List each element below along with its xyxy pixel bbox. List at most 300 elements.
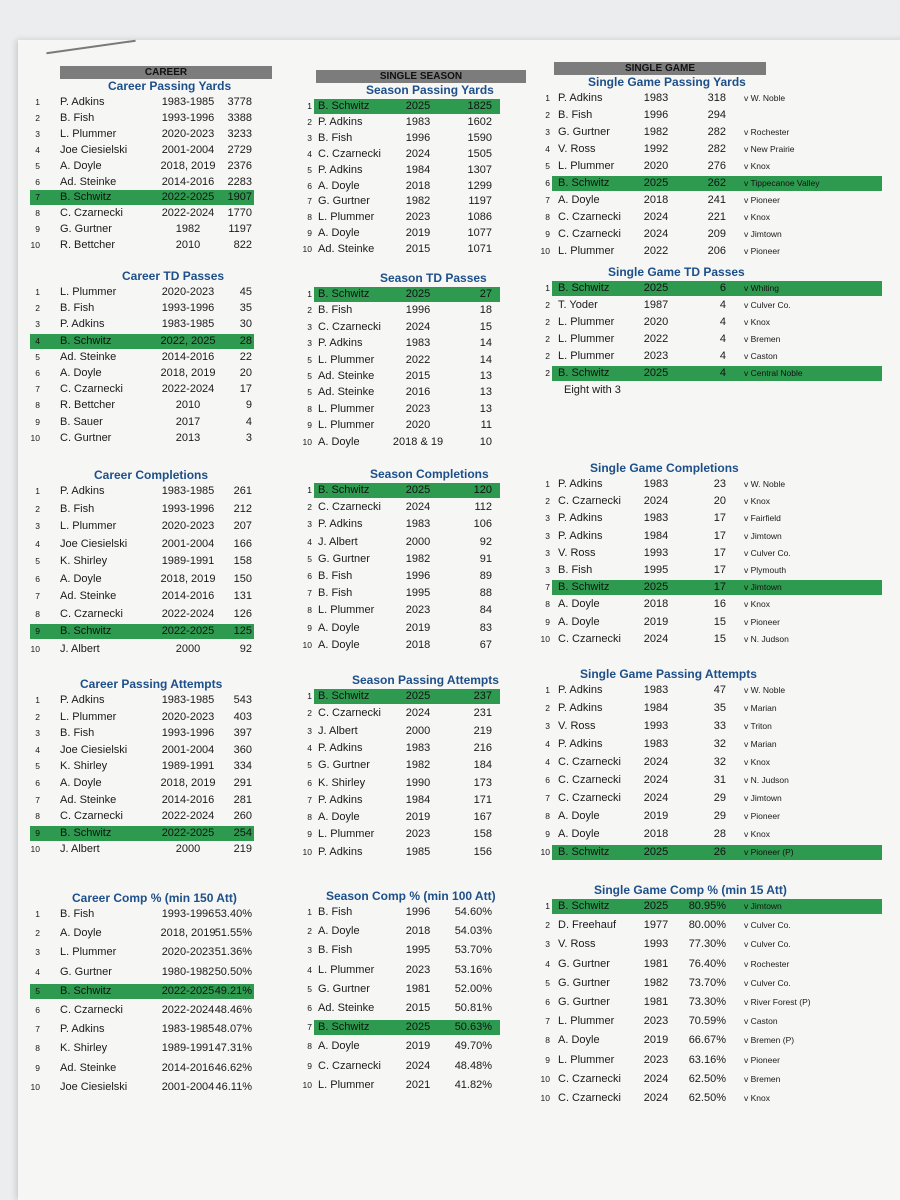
rank-number: 10 xyxy=(540,246,550,256)
opponent: v Pioneer xyxy=(744,1054,780,1065)
record-row xyxy=(538,528,878,544)
player-name: P. Adkins xyxy=(558,738,603,750)
rank-number: 10 xyxy=(302,244,312,255)
player-name: C. Czarnecki xyxy=(558,1092,621,1104)
year-range: 2024 xyxy=(643,632,669,645)
record-row xyxy=(28,1060,278,1076)
record-row xyxy=(538,314,878,330)
stat-value: 47 xyxy=(713,684,726,696)
stat-value: 1299 xyxy=(467,179,492,192)
year-range: 2024 xyxy=(643,1072,669,1085)
rank-number: 4 xyxy=(35,744,40,755)
stat-value: 20 xyxy=(239,367,252,379)
year-range: 2020 xyxy=(643,160,669,172)
year-range: 1993 xyxy=(643,938,669,951)
record-row xyxy=(28,808,278,824)
stat-value: 131 xyxy=(233,590,252,602)
single-game-header: SINGLE GAME xyxy=(554,62,766,75)
year-range: 2014-2016 xyxy=(161,1061,215,1074)
player-name: P. Adkins xyxy=(318,741,363,754)
stat-value: 254 xyxy=(233,826,252,839)
year-range: 2020-2023 xyxy=(161,710,215,723)
record-row xyxy=(538,280,878,296)
opponent: v Knox xyxy=(744,829,770,839)
opponent: v Knox xyxy=(744,212,770,222)
record-row xyxy=(300,417,550,433)
single-game-passing-attempts-section xyxy=(538,666,878,866)
year-range: 2022 xyxy=(643,333,669,345)
rank-number: 1 xyxy=(307,907,312,917)
player-name: R. Bettcher xyxy=(60,399,116,412)
rank-number: 9 xyxy=(307,420,312,431)
rank-number: 8 xyxy=(307,1041,312,1052)
rank-number: 1 xyxy=(545,283,550,293)
rank-number: 5 xyxy=(307,387,312,398)
player-name: Ad. Steinke xyxy=(60,175,117,188)
player-name: B. Fish xyxy=(558,564,593,576)
year-range: 2025 xyxy=(643,177,669,189)
player-name: P. Adkins xyxy=(558,478,603,490)
stat-value: 46.11% xyxy=(215,1080,252,1093)
rank-number: 4 xyxy=(545,144,550,154)
player-name: G. Gurtner xyxy=(318,552,370,565)
stat-value: 1907 xyxy=(227,191,252,204)
year-range: 2020 xyxy=(643,316,669,328)
stat-value: 50.63% xyxy=(454,1021,492,1034)
rank-number: 8 xyxy=(545,599,550,610)
player-name: B. Fish xyxy=(318,131,353,144)
rank-number: 3 xyxy=(545,565,550,575)
record-row xyxy=(28,333,278,349)
stat-value: 48.48% xyxy=(454,1059,492,1072)
player-name: A. Doyle xyxy=(318,1040,360,1053)
record-row xyxy=(28,983,278,999)
rank-number: 4 xyxy=(545,958,550,969)
stat-value: 23 xyxy=(713,478,726,490)
stat-value: 4 xyxy=(719,333,726,345)
rank-number: 7 xyxy=(35,1024,40,1035)
year-range: 1982 xyxy=(643,976,669,989)
player-name: P. Adkins xyxy=(558,702,603,714)
rank-number: 2 xyxy=(545,334,550,344)
record-row xyxy=(300,225,550,241)
stat-value: 50.50% xyxy=(214,965,252,978)
player-name: B. Fish xyxy=(60,727,95,740)
player-name: B. Fish xyxy=(318,587,353,600)
stat-value: 403 xyxy=(233,710,252,723)
year-range: 1989-1991 xyxy=(161,1042,215,1055)
player-name: C. Czarnecki xyxy=(558,792,621,804)
rank-number: 9 xyxy=(545,229,550,239)
player-name: G. Gurtner xyxy=(318,195,370,208)
player-name: C. Czarnecki xyxy=(60,207,123,220)
stat-value: 17 xyxy=(713,564,726,576)
year-range: 2020-2023 xyxy=(161,286,215,298)
record-row xyxy=(538,596,878,612)
year-range: 1984 xyxy=(405,793,431,806)
player-name: G. Gurtner xyxy=(558,126,610,138)
player-name: B. Schwitz xyxy=(558,367,610,379)
record-row xyxy=(538,917,878,933)
year-range: 2024 xyxy=(643,211,669,223)
year-range: 2023 xyxy=(405,402,431,415)
player-name: Ad. Steinke xyxy=(60,590,117,602)
player-name: P. Adkins xyxy=(318,518,363,531)
record-row xyxy=(538,1090,878,1106)
year-range: 2024 xyxy=(643,756,669,768)
player-name: C. Czarnecki xyxy=(318,501,381,514)
stat-value: 13 xyxy=(479,402,492,415)
rank-number: 1 xyxy=(307,691,312,701)
stat-value: 41.82% xyxy=(454,1078,492,1091)
opponent: v Bremen (P) xyxy=(744,1035,795,1046)
record-row xyxy=(538,331,878,347)
stat-value: 184 xyxy=(473,759,492,772)
rank-number: 2 xyxy=(35,711,40,722)
season-passing-attempts-title: Season Passing Attempts xyxy=(352,673,499,687)
stat-value: 54.60% xyxy=(454,906,492,918)
record-row xyxy=(538,994,878,1010)
record-row xyxy=(28,94,278,110)
year-range: 2023 xyxy=(405,963,431,976)
year-range: 2014-2016 xyxy=(161,590,215,602)
year-range: 1983-1985 xyxy=(161,1023,215,1036)
player-name: G. Gurtner xyxy=(558,957,610,970)
player-name: Ad. Steinke xyxy=(60,793,117,806)
rank-number: 1 xyxy=(307,289,312,299)
year-range: 2020-2023 xyxy=(161,520,215,532)
year-range: 1996 xyxy=(405,570,431,582)
rank-number: 3 xyxy=(307,338,312,349)
record-row xyxy=(538,348,878,364)
rank-number: 7 xyxy=(307,588,312,599)
stat-value: 219 xyxy=(233,843,252,856)
stat-value: 73.30% xyxy=(688,996,726,1008)
year-range: 1983-1985 xyxy=(161,96,215,108)
player-name: D. Freehauf xyxy=(558,919,617,932)
player-name: B. Sauer xyxy=(60,415,103,428)
opponent: v W. Noble xyxy=(744,93,786,103)
stat-value: 50.81% xyxy=(454,1002,492,1014)
record-row xyxy=(28,110,278,126)
player-name: L. Plummer xyxy=(318,963,375,976)
opponent: v Bremen xyxy=(744,1073,781,1084)
player-name: B. Fish xyxy=(318,304,353,317)
record-row xyxy=(300,844,550,860)
year-range: 2019 xyxy=(643,810,669,822)
player-name: A. Doyle xyxy=(558,810,600,822)
player-name: A. Doyle xyxy=(558,598,600,611)
opponent: v Triton xyxy=(744,721,772,731)
record-row xyxy=(300,981,550,997)
rank-number: 8 xyxy=(307,812,312,823)
year-range: 2022-2025 xyxy=(161,826,215,839)
opponent: v Knox xyxy=(744,161,770,171)
rank-number: 5 xyxy=(35,556,40,566)
record-row xyxy=(300,923,550,939)
record-row xyxy=(28,1021,278,1037)
player-name: G. Gurtner xyxy=(318,759,370,772)
record-row xyxy=(538,175,878,191)
year-range: 1989-1991 xyxy=(161,760,215,773)
opponent: v Rochester xyxy=(744,958,790,969)
stat-value: 70.59% xyxy=(688,1015,726,1028)
rank-number: 7 xyxy=(545,1016,550,1027)
stat-value: 1602 xyxy=(467,115,492,128)
record-row xyxy=(538,754,878,770)
rank-number: 2 xyxy=(545,920,550,931)
year-range: 2013 xyxy=(175,431,201,444)
record-row xyxy=(538,1032,878,1048)
record-row xyxy=(538,844,878,860)
record-row xyxy=(28,1002,278,1018)
stat-value: 173 xyxy=(473,776,492,789)
player-name: J. Albert xyxy=(318,724,358,737)
year-range: 2022-2025 xyxy=(161,984,215,997)
rank-number: 3 xyxy=(35,521,40,531)
opponent: v Knox xyxy=(744,1093,770,1103)
rank-number: 6 xyxy=(307,777,312,788)
stat-value: 294 xyxy=(707,109,726,121)
player-name: B. Fish xyxy=(60,302,95,315)
year-range: 1996 xyxy=(405,304,431,317)
year-range: 1983-1985 xyxy=(161,485,215,497)
year-range: 1983 xyxy=(405,115,431,128)
rank-number: 3 xyxy=(545,530,550,541)
stat-value: 262 xyxy=(707,177,726,189)
stat-value: 209 xyxy=(707,228,726,240)
rank-number: 2 xyxy=(307,116,312,127)
year-range: 1983 xyxy=(405,741,431,754)
single-game-passing-attempts-title: Single Game Passing Attempts xyxy=(580,667,757,681)
player-name: B. Schwitz xyxy=(60,625,112,637)
opponent: v N. Judson xyxy=(744,633,789,644)
rank-number: 5 xyxy=(307,760,312,771)
player-name: C. Czarnecki xyxy=(558,774,621,786)
year-range: 1982 xyxy=(643,126,669,138)
year-range: 2023 xyxy=(405,211,431,224)
opponent: v Whiting xyxy=(744,283,779,293)
career-passing-yards-section xyxy=(28,78,278,257)
rank-number: 1 xyxy=(35,909,40,919)
year-range: 1996 xyxy=(643,109,669,121)
year-range: 1983 xyxy=(643,512,669,525)
record-row xyxy=(28,623,278,639)
stat-value: 20 xyxy=(713,495,726,508)
year-range: 2025 xyxy=(643,900,669,912)
year-range: 2025 xyxy=(405,484,431,496)
year-range: 1981 xyxy=(405,982,431,995)
rank-number: 3 xyxy=(307,132,312,143)
single-season-header: SINGLE SEASON xyxy=(316,70,526,83)
single-game-passing-yards-section xyxy=(538,74,878,264)
record-row xyxy=(28,588,278,604)
single-game-comp-pct-title: Single Game Comp % (min 15 Att) xyxy=(594,883,787,897)
stat-value: 261 xyxy=(233,485,252,497)
year-range: 2019 xyxy=(405,811,431,824)
stat-value: 67 xyxy=(479,638,492,651)
year-range: 2024 xyxy=(643,774,669,786)
stat-value: 66.67% xyxy=(688,1034,726,1047)
opponent: v Central Noble xyxy=(744,368,803,378)
stat-value: 207 xyxy=(233,520,252,532)
year-range: 2018 & 19 xyxy=(392,435,444,448)
stat-value: 62.50% xyxy=(688,1092,726,1104)
stat-value: 4 xyxy=(719,367,726,379)
record-row xyxy=(538,631,878,647)
opponent: v Jimtown xyxy=(744,901,782,911)
stat-value: 84 xyxy=(479,604,492,617)
season-passing-yards-title: Season Passing Yards xyxy=(366,83,494,97)
stat-value: 14 xyxy=(479,353,492,366)
player-name: T. Yoder xyxy=(558,299,598,311)
year-range: 1982 xyxy=(175,223,201,236)
rank-number: 7 xyxy=(307,794,312,805)
year-range: 2018, 2019 xyxy=(160,927,216,940)
year-range: 2000 xyxy=(405,724,431,737)
player-name: B. Schwitz xyxy=(318,690,370,702)
player-name: B. Fish xyxy=(318,570,353,582)
year-range: 2024 xyxy=(643,1092,669,1104)
stat-value: 14 xyxy=(479,337,492,350)
record-row xyxy=(28,709,278,725)
player-name: L. Plummer xyxy=(318,419,375,432)
player-name: A. Doyle xyxy=(318,621,360,634)
player-name: Joe Ciesielski xyxy=(60,143,128,156)
year-range: 2019 xyxy=(405,1040,431,1053)
stat-value: 33 xyxy=(713,720,726,732)
year-range: 2023 xyxy=(405,828,431,841)
player-name: Joe Ciesielski xyxy=(60,537,128,550)
record-row xyxy=(538,192,878,208)
record-row xyxy=(538,476,878,492)
player-name: L. Plummer xyxy=(558,316,615,328)
record-row xyxy=(28,518,278,534)
stat-value: 62.50% xyxy=(688,1072,726,1085)
stat-value: 4 xyxy=(245,415,252,428)
player-name: B. Schwitz xyxy=(318,1021,370,1034)
stat-value: 51.36% xyxy=(214,946,252,959)
year-range: 1993-1996 xyxy=(161,502,215,515)
stat-value: 282 xyxy=(707,126,726,138)
player-name: K. Shirley xyxy=(60,1042,108,1055)
td-passes-note: Eight with 3 xyxy=(564,384,621,396)
player-name: B. Schwitz xyxy=(558,581,610,594)
stat-value: 397 xyxy=(233,727,252,740)
year-range: 2000 xyxy=(405,535,431,548)
stat-value: 17 xyxy=(713,529,726,542)
rank-number: 5 xyxy=(307,371,312,381)
year-range: 2024 xyxy=(643,228,669,240)
stat-value: 53.40% xyxy=(214,908,252,920)
record-row xyxy=(300,178,550,194)
rank-number: 10 xyxy=(30,432,40,443)
rank-number: 6 xyxy=(35,573,40,584)
player-name: L. Plummer xyxy=(318,1078,375,1091)
player-name: L. Plummer xyxy=(558,333,615,345)
rank-number: 1 xyxy=(35,97,40,107)
year-range: 1981 xyxy=(643,957,669,970)
year-range: 1983 xyxy=(405,518,431,531)
player-name: L. Plummer xyxy=(558,1053,615,1066)
rank-number: 5 xyxy=(35,761,40,772)
player-name: P. Adkins xyxy=(558,92,603,104)
stat-value: 112 xyxy=(474,501,492,514)
rank-number: 10 xyxy=(540,633,550,644)
rank-number: 4 xyxy=(35,966,40,977)
stat-value: 29 xyxy=(713,792,726,804)
year-range: 2000 xyxy=(175,642,201,655)
record-row xyxy=(28,349,278,365)
player-name: P. Adkins xyxy=(558,512,603,525)
stat-value: 543 xyxy=(233,694,252,706)
stat-value: 6 xyxy=(719,282,726,294)
record-row xyxy=(538,718,878,734)
stat-value: 156 xyxy=(473,845,492,858)
player-name: B. Fish xyxy=(60,111,95,124)
player-name: G. Gurtner xyxy=(60,965,112,978)
career-passing-attempts-title: Career Passing Attempts xyxy=(80,677,223,691)
player-name: A. Doyle xyxy=(318,179,360,192)
rank-number: 3 xyxy=(545,513,550,524)
record-row xyxy=(538,975,878,991)
opponent: v Pioneer xyxy=(744,616,780,627)
season-completions-title: Season Completions xyxy=(370,467,489,481)
player-name: P. Adkins xyxy=(558,529,603,542)
opponent: v W. Noble xyxy=(744,685,786,695)
single-game-passing-yards-title: Single Game Passing Yards xyxy=(588,75,746,89)
rank-number: 7 xyxy=(545,793,550,803)
player-name: Joe Ciesielski xyxy=(60,743,128,756)
player-name: P. Adkins xyxy=(60,1023,105,1036)
year-range: 2025 xyxy=(643,581,669,594)
rank-number: 6 xyxy=(307,571,312,581)
rank-number: 3 xyxy=(35,319,40,330)
player-name: B. Schwitz xyxy=(60,826,112,839)
year-range: 2001-2004 xyxy=(161,537,215,550)
single-game-completions-title: Single Game Completions xyxy=(590,461,739,475)
player-name: C. Czarnecki xyxy=(60,383,123,396)
record-row xyxy=(538,700,878,716)
year-range: 2015 xyxy=(405,243,431,256)
year-range: 1984 xyxy=(643,529,669,542)
player-name: L. Plummer xyxy=(60,286,117,298)
stat-value: 27 xyxy=(479,288,492,300)
year-range: 1996 xyxy=(405,131,431,144)
record-row xyxy=(538,790,878,806)
player-name: L. Plummer xyxy=(558,160,615,172)
record-row xyxy=(538,297,878,313)
stat-value: 1077 xyxy=(467,227,492,240)
stat-value: 237 xyxy=(473,690,492,702)
rank-number: 5 xyxy=(545,161,550,171)
record-row xyxy=(300,620,550,636)
rank-number: 4 xyxy=(35,538,40,549)
opponent: v Culver Co. xyxy=(744,920,791,931)
stat-value: 360 xyxy=(233,743,252,756)
record-row xyxy=(300,384,550,400)
stat-value: 2376 xyxy=(227,159,252,172)
opponent: v Culver Co. xyxy=(744,300,791,310)
record-row xyxy=(300,534,550,550)
stat-value: 158 xyxy=(473,828,492,841)
rank-number: 6 xyxy=(35,368,40,378)
rank-number: 5 xyxy=(35,351,40,362)
rank-number: 1 xyxy=(545,93,550,103)
stat-value: 17 xyxy=(239,383,252,396)
player-name: G. Gurtner xyxy=(558,976,610,989)
year-range: 1983-1985 xyxy=(161,318,215,331)
